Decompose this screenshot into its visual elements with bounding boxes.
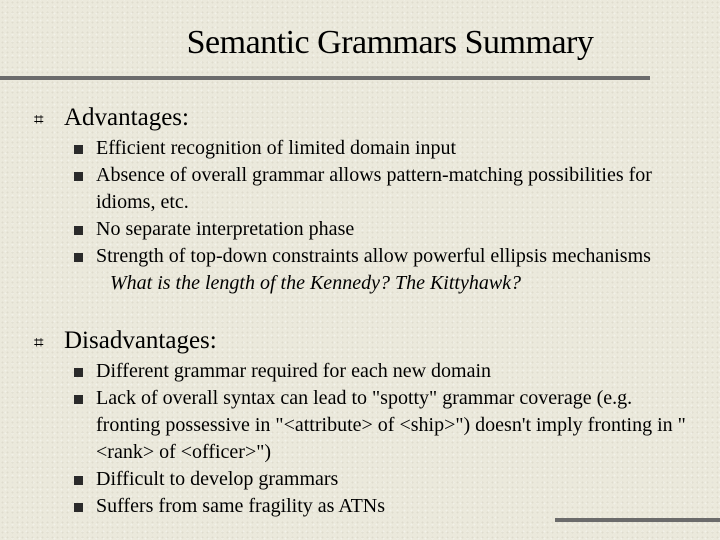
list-item: Strength of top-down constraints allow powerful ellipsis mechanisms	[96, 243, 686, 270]
example-text: What is the length of the Kennedy? The Kittyhawk?	[110, 272, 522, 294]
square-bullet-icon	[74, 476, 83, 485]
advantages-list	[96, 135, 686, 297]
square-bullet-icon	[74, 253, 83, 262]
list-item: Difficult to develop grammars	[96, 466, 686, 493]
square-bullet-icon	[74, 368, 83, 377]
square-bullet-icon	[74, 145, 83, 154]
list-item: Absence of overall grammar allows pattern-matching possibilities for idioms, etc.	[96, 162, 686, 216]
advantages-heading: Advantages:	[64, 104, 189, 131]
list-item: Efficient recognition of limited domain input	[96, 135, 686, 162]
square-bullet-icon	[74, 172, 83, 181]
list-item: Suffers from same fragility as ATNs	[96, 493, 686, 520]
footer-divider	[555, 518, 720, 522]
list-item: Different grammar required for each new domain	[96, 358, 686, 385]
list-item: No separate interpretation phase	[96, 216, 686, 243]
section-bullet-icon: ⌗	[34, 110, 44, 130]
disadvantages-heading: Disadvantages:	[64, 327, 217, 354]
list-item: Lack of overall syntax can lead to "spotty" grammar coverage (e.g. fronting possessive in "<attribute> of <ship>") doesn't imply fronting in "<rank> of <officer>")	[96, 385, 686, 466]
disadvantages-list	[96, 358, 686, 520]
square-bullet-icon	[74, 226, 83, 235]
square-bullet-icon	[74, 503, 83, 512]
slide-title: Semantic Grammars Summary	[186, 24, 594, 61]
square-bullet-icon	[74, 395, 83, 404]
section-bullet-icon: ⌗	[34, 333, 44, 353]
title-divider	[0, 76, 650, 80]
